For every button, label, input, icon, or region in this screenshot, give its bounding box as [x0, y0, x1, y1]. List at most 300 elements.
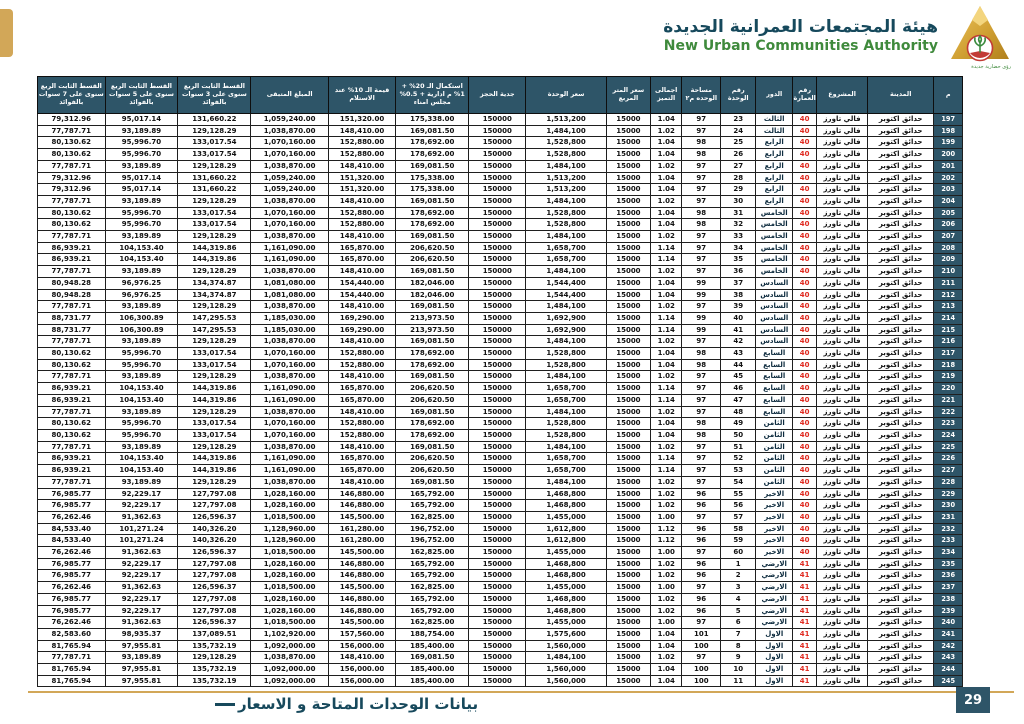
cell-delivery-10pct: 146,880.00	[328, 570, 395, 582]
cell-unit-price: 1,513,200	[526, 172, 606, 184]
cell-premium-total: 1.02	[651, 441, 682, 453]
cell-booking-deposit: 150000	[469, 488, 526, 500]
cell-installment-7y: 80,130.62	[38, 418, 106, 430]
cell-serial: 201	[934, 160, 963, 172]
table-row	[38, 511, 963, 523]
cell-serial: 206	[934, 219, 963, 231]
cell-premium-total: 1.04	[651, 640, 682, 652]
column-header-delivery-10pct: قيمة الـ 10% عند الاستلام	[328, 77, 395, 114]
cell-building-no: 41	[793, 664, 817, 676]
cell-project: فالي تاورز	[817, 429, 868, 441]
cell-completion-20pct: 165,792.00	[396, 570, 469, 582]
cell-installment-3y: 131,660.22	[178, 172, 251, 184]
cell-remaining-amount: 1,028,160.00	[251, 500, 329, 512]
cell-booking-deposit: 150000	[469, 593, 526, 605]
cell-delivery-10pct: 152,880.00	[328, 219, 395, 231]
cell-price-per-m2: 15000	[606, 289, 650, 301]
cell-price-per-m2: 15000	[606, 172, 650, 184]
cell-unit-no: 3	[721, 582, 756, 594]
cell-completion-20pct: 169,081.50	[396, 301, 469, 313]
cell-project: فالي تاورز	[817, 652, 868, 664]
table-row	[38, 465, 963, 477]
cell-installment-3y: 137,089.51	[178, 628, 251, 640]
cell-delivery-10pct: 161,280.00	[328, 523, 395, 535]
cell-installment-3y: 144,319.86	[178, 465, 251, 477]
cell-city: حدائق اكتوبر	[867, 523, 933, 535]
page-number-badge: 29	[956, 687, 990, 713]
cell-serial: 205	[934, 207, 963, 219]
cell-booking-deposit: 150000	[469, 418, 526, 430]
cell-unit-no: 5	[721, 605, 756, 617]
cell-remaining-amount: 1,018,500.00	[251, 547, 329, 559]
table-row	[38, 277, 963, 289]
cell-floor: الثالث	[756, 125, 793, 137]
cell-building-no: 40	[793, 219, 817, 231]
cell-completion-20pct: 178,692.00	[396, 418, 469, 430]
cell-remaining-amount: 1,018,500.00	[251, 511, 329, 523]
cell-building-no: 40	[793, 383, 817, 395]
cell-unit-area: 96	[682, 558, 721, 570]
cell-installment-5y: 93,189.89	[105, 441, 178, 453]
cell-remaining-amount: 1,070,160.00	[251, 348, 329, 360]
cell-installment-7y: 80,130.62	[38, 429, 106, 441]
cell-installment-7y: 81,765.94	[38, 675, 106, 687]
cell-installment-7y: 80,130.62	[38, 137, 106, 149]
cell-project: فالي تاورز	[817, 231, 868, 243]
cell-project: فالي تاورز	[817, 465, 868, 477]
cell-serial: 245	[934, 675, 963, 687]
cell-remaining-amount: 1,070,160.00	[251, 219, 329, 231]
cell-city: حدائق اكتوبر	[867, 453, 933, 465]
cell-booking-deposit: 150000	[469, 664, 526, 676]
cell-remaining-amount: 1,161,090.00	[251, 242, 329, 254]
cell-city: حدائق اكتوبر	[867, 231, 933, 243]
column-header-completion-20pct: استكمال الـ 20% + 1% م ادارية + 0.5% مجلس امناء	[396, 77, 469, 114]
cell-unit-price: 1,484,100	[526, 441, 606, 453]
cell-price-per-m2: 15000	[606, 593, 650, 605]
cell-premium-total: 1.02	[651, 266, 682, 278]
table-row	[38, 652, 963, 664]
cell-serial: 211	[934, 277, 963, 289]
cell-unit-no: 32	[721, 219, 756, 231]
cell-completion-20pct: 162,825.00	[396, 582, 469, 594]
cell-completion-20pct: 169,081.50	[396, 195, 469, 207]
cell-remaining-amount: 1,028,160.00	[251, 488, 329, 500]
cell-installment-5y: 101,271.24	[105, 523, 178, 535]
cell-unit-price: 1,560,000	[526, 640, 606, 652]
cell-remaining-amount: 1,028,160.00	[251, 593, 329, 605]
column-header-remaining-amount: المبلغ المتبقى	[251, 77, 329, 114]
cell-unit-area: 100	[682, 664, 721, 676]
table-row	[38, 406, 963, 418]
cell-building-no: 40	[793, 511, 817, 523]
cell-city: حدائق اكتوبر	[867, 500, 933, 512]
cell-booking-deposit: 150000	[469, 640, 526, 652]
cell-installment-3y: 129,128.29	[178, 441, 251, 453]
cell-installment-3y: 134,374.87	[178, 277, 251, 289]
cell-city: حدائق اكتوبر	[867, 324, 933, 336]
cell-installment-3y: 129,128.29	[178, 160, 251, 172]
cell-booking-deposit: 150000	[469, 149, 526, 161]
cell-installment-7y: 80,130.62	[38, 207, 106, 219]
cell-project: فالي تاورز	[817, 628, 868, 640]
cell-delivery-10pct: 146,880.00	[328, 593, 395, 605]
cell-unit-price: 1,484,100	[526, 195, 606, 207]
cell-delivery-10pct: 154,440.00	[328, 277, 395, 289]
cell-unit-price: 1,658,700	[526, 394, 606, 406]
cell-installment-7y: 84,533.40	[38, 523, 106, 535]
cell-city: حدائق اكتوبر	[867, 617, 933, 629]
cell-installment-7y: 76,985.77	[38, 558, 106, 570]
cell-delivery-10pct: 165,870.00	[328, 254, 395, 266]
cell-floor: الاخير	[756, 523, 793, 535]
cell-installment-5y: 91,362.63	[105, 511, 178, 523]
cell-city: حدائق اكتوبر	[867, 441, 933, 453]
cell-building-no: 40	[793, 172, 817, 184]
cell-premium-total: 1.14	[651, 394, 682, 406]
cell-price-per-m2: 15000	[606, 652, 650, 664]
table-row	[38, 242, 963, 254]
cell-unit-price: 1,658,700	[526, 383, 606, 395]
cell-delivery-10pct: 145,500.00	[328, 511, 395, 523]
cell-booking-deposit: 150000	[469, 406, 526, 418]
cell-installment-5y: 92,229.17	[105, 605, 178, 617]
cell-floor: السادس	[756, 289, 793, 301]
cell-building-no: 41	[793, 593, 817, 605]
cell-premium-total: 1.04	[651, 184, 682, 196]
cell-unit-no: 35	[721, 254, 756, 266]
cell-floor: الثالث	[756, 114, 793, 126]
cell-unit-no: 46	[721, 383, 756, 395]
cell-floor: الاول	[756, 652, 793, 664]
cell-installment-3y: 133,017.54	[178, 149, 251, 161]
cell-completion-20pct: 169,081.50	[396, 231, 469, 243]
cell-remaining-amount: 1,038,870.00	[251, 125, 329, 137]
cell-booking-deposit: 150000	[469, 125, 526, 137]
cell-completion-20pct: 196,752.00	[396, 523, 469, 535]
table-row	[38, 640, 963, 652]
cell-completion-20pct: 169,081.50	[396, 266, 469, 278]
cell-installment-7y: 79,312.96	[38, 172, 106, 184]
cell-installment-7y: 81,765.94	[38, 640, 106, 652]
table-row	[38, 628, 963, 640]
cell-project: فالي تاورز	[817, 476, 868, 488]
cell-delivery-10pct: 148,410.00	[328, 160, 395, 172]
cell-installment-5y: 95,017.14	[105, 172, 178, 184]
cell-unit-area: 101	[682, 628, 721, 640]
cell-serial: 235	[934, 558, 963, 570]
cell-city: حدائق اكتوبر	[867, 628, 933, 640]
cell-premium-total: 1.04	[651, 418, 682, 430]
cell-unit-price: 1,560,000	[526, 664, 606, 676]
cell-unit-no: 58	[721, 523, 756, 535]
cell-installment-5y: 91,362.63	[105, 547, 178, 559]
cell-unit-no: 11	[721, 675, 756, 687]
cell-unit-no: 45	[721, 371, 756, 383]
cell-completion-20pct: 213,973.50	[396, 324, 469, 336]
cell-remaining-amount: 1,128,960.00	[251, 535, 329, 547]
cell-unit-no: 56	[721, 500, 756, 512]
cell-building-no: 40	[793, 184, 817, 196]
cell-unit-price: 1,658,700	[526, 242, 606, 254]
cell-serial: 236	[934, 570, 963, 582]
cell-installment-3y: 129,128.29	[178, 195, 251, 207]
cell-premium-total: 1.04	[651, 149, 682, 161]
cell-unit-area: 100	[682, 640, 721, 652]
cell-installment-3y: 131,660.22	[178, 184, 251, 196]
cell-installment-3y: 133,017.54	[178, 219, 251, 231]
cell-installment-5y: 93,189.89	[105, 266, 178, 278]
cell-unit-price: 1,455,000	[526, 511, 606, 523]
cell-delivery-10pct: 151,320.00	[328, 184, 395, 196]
cell-serial: 224	[934, 429, 963, 441]
cell-unit-no: 42	[721, 336, 756, 348]
cell-remaining-amount: 1,038,870.00	[251, 371, 329, 383]
cell-completion-20pct: 178,692.00	[396, 137, 469, 149]
cell-serial: 216	[934, 336, 963, 348]
cell-unit-area: 97	[682, 547, 721, 559]
cell-installment-5y: 97,955.81	[105, 675, 178, 687]
cell-unit-price: 1,455,000	[526, 582, 606, 594]
cell-unit-area: 97	[682, 476, 721, 488]
column-header-installment-5y: القسط الثابت الربع سنوى على 5 سنوات بالفوائد	[105, 77, 178, 114]
cell-delivery-10pct: 152,880.00	[328, 207, 395, 219]
cell-remaining-amount: 1,070,160.00	[251, 137, 329, 149]
table-row	[38, 383, 963, 395]
cell-remaining-amount: 1,038,870.00	[251, 301, 329, 313]
cell-installment-3y: 144,319.86	[178, 254, 251, 266]
cell-building-no: 40	[793, 441, 817, 453]
cell-installment-5y: 104,153.40	[105, 242, 178, 254]
cell-booking-deposit: 150000	[469, 582, 526, 594]
cell-serial: 209	[934, 254, 963, 266]
cell-premium-total: 1.04	[651, 207, 682, 219]
cell-unit-no: 40	[721, 312, 756, 324]
cell-serial: 244	[934, 664, 963, 676]
cell-project: فالي تاورز	[817, 114, 868, 126]
cell-completion-20pct: 165,792.00	[396, 593, 469, 605]
cell-floor: الارضي	[756, 558, 793, 570]
cell-booking-deposit: 150000	[469, 301, 526, 313]
cell-delivery-10pct: 145,500.00	[328, 617, 395, 629]
cell-installment-3y: 127,797.08	[178, 500, 251, 512]
cell-project: فالي تاورز	[817, 219, 868, 231]
cell-project: فالي تاورز	[817, 570, 868, 582]
cell-premium-total: 1.04	[651, 289, 682, 301]
cell-unit-price: 1,468,800	[526, 500, 606, 512]
table-row	[38, 125, 963, 137]
cell-installment-7y: 81,765.94	[38, 664, 106, 676]
cell-project: فالي تاورز	[817, 593, 868, 605]
cell-price-per-m2: 15000	[606, 511, 650, 523]
cell-installment-5y: 104,153.40	[105, 453, 178, 465]
cell-city: حدائق اكتوبر	[867, 675, 933, 687]
cell-completion-20pct: 162,825.00	[396, 547, 469, 559]
cell-remaining-amount: 1,038,870.00	[251, 160, 329, 172]
cell-unit-no: 57	[721, 511, 756, 523]
cell-unit-area: 98	[682, 418, 721, 430]
cell-delivery-10pct: 157,560.00	[328, 628, 395, 640]
cell-premium-total: 1.14	[651, 312, 682, 324]
cell-city: حدائق اكتوبر	[867, 383, 933, 395]
cell-project: فالي تاورز	[817, 664, 868, 676]
cell-unit-no: 28	[721, 172, 756, 184]
cell-building-no: 40	[793, 547, 817, 559]
table-row	[38, 500, 963, 512]
cell-floor: الارضي	[756, 593, 793, 605]
cell-remaining-amount: 1,161,090.00	[251, 383, 329, 395]
cell-installment-7y: 77,787.71	[38, 476, 106, 488]
cell-premium-total: 1.02	[651, 125, 682, 137]
cell-completion-20pct: 178,692.00	[396, 348, 469, 360]
cell-building-no: 40	[793, 149, 817, 161]
column-header-building-no: رقم العمارة	[793, 77, 817, 114]
cell-building-no: 40	[793, 277, 817, 289]
cell-unit-no: 50	[721, 429, 756, 441]
cell-unit-area: 97	[682, 266, 721, 278]
cell-price-per-m2: 15000	[606, 628, 650, 640]
cell-delivery-10pct: 165,870.00	[328, 453, 395, 465]
cell-completion-20pct: 196,752.00	[396, 535, 469, 547]
cell-installment-3y: 147,295.53	[178, 324, 251, 336]
cell-installment-3y: 129,128.29	[178, 371, 251, 383]
column-header-serial: م	[934, 77, 963, 114]
cell-building-no: 41	[793, 628, 817, 640]
cell-price-per-m2: 15000	[606, 125, 650, 137]
cell-unit-price: 1,468,800	[526, 605, 606, 617]
cell-floor: السابع	[756, 359, 793, 371]
cell-price-per-m2: 15000	[606, 441, 650, 453]
cell-booking-deposit: 150000	[469, 617, 526, 629]
cell-remaining-amount: 1,161,090.00	[251, 453, 329, 465]
cell-delivery-10pct: 156,000.00	[328, 664, 395, 676]
cell-installment-5y: 98,935.37	[105, 628, 178, 640]
cell-installment-5y: 93,189.89	[105, 160, 178, 172]
cell-unit-area: 97	[682, 453, 721, 465]
cell-installment-7y: 77,787.71	[38, 301, 106, 313]
cell-booking-deposit: 150000	[469, 675, 526, 687]
cell-installment-3y: 126,596.37	[178, 511, 251, 523]
cell-price-per-m2: 15000	[606, 640, 650, 652]
cell-completion-20pct: 178,692.00	[396, 429, 469, 441]
cell-unit-no: 47	[721, 394, 756, 406]
cell-floor: الخامس	[756, 231, 793, 243]
column-header-unit-area: مساحة الوحده م٢	[682, 77, 721, 114]
cell-building-no: 41	[793, 675, 817, 687]
cell-price-per-m2: 15000	[606, 219, 650, 231]
cell-building-no: 40	[793, 312, 817, 324]
cell-premium-total: 1.12	[651, 535, 682, 547]
cell-unit-price: 1,513,200	[526, 114, 606, 126]
cell-premium-total: 1.04	[651, 114, 682, 126]
cell-booking-deposit: 150000	[469, 254, 526, 266]
cell-unit-price: 1,544,400	[526, 289, 606, 301]
cell-project: فالي تاورز	[817, 640, 868, 652]
cell-serial: 217	[934, 348, 963, 360]
cell-premium-total: 1.00	[651, 582, 682, 594]
cell-installment-7y: 86,939.21	[38, 465, 106, 477]
cell-building-no: 41	[793, 558, 817, 570]
cell-premium-total: 1.02	[651, 371, 682, 383]
cell-installment-5y: 106,300.89	[105, 324, 178, 336]
cell-installment-3y: 144,319.86	[178, 242, 251, 254]
cell-floor: الرابع	[756, 160, 793, 172]
cell-premium-total: 1.02	[651, 593, 682, 605]
table-row	[38, 429, 963, 441]
cell-completion-20pct: 169,081.50	[396, 652, 469, 664]
cell-unit-no: 54	[721, 476, 756, 488]
cell-building-no: 40	[793, 359, 817, 371]
cell-installment-7y: 77,787.71	[38, 160, 106, 172]
cell-unit-no: 39	[721, 301, 756, 313]
cell-unit-price: 1,484,100	[526, 652, 606, 664]
cell-unit-price: 1,544,400	[526, 277, 606, 289]
cell-project: فالي تاورز	[817, 488, 868, 500]
cell-serial: 215	[934, 324, 963, 336]
cell-unit-price: 1,528,800	[526, 429, 606, 441]
cell-unit-no: 1	[721, 558, 756, 570]
cell-price-per-m2: 15000	[606, 394, 650, 406]
cell-project: فالي تاورز	[817, 535, 868, 547]
cell-floor: الخامس	[756, 254, 793, 266]
cell-project: فالي تاورز	[817, 125, 868, 137]
cell-installment-3y: 127,797.08	[178, 488, 251, 500]
cell-remaining-amount: 1,038,870.00	[251, 195, 329, 207]
cell-premium-total: 1.04	[651, 628, 682, 640]
cell-premium-total: 1.04	[651, 172, 682, 184]
cell-floor: الارضي	[756, 570, 793, 582]
cell-booking-deposit: 150000	[469, 324, 526, 336]
cell-project: فالي تاورز	[817, 359, 868, 371]
cell-city: حدائق اكتوبر	[867, 312, 933, 324]
cell-project: فالي تاورز	[817, 289, 868, 301]
cell-unit-area: 97	[682, 465, 721, 477]
cell-completion-20pct: 165,792.00	[396, 605, 469, 617]
cell-installment-7y: 77,787.71	[38, 336, 106, 348]
cell-serial: 202	[934, 172, 963, 184]
cell-installment-3y: 147,295.53	[178, 312, 251, 324]
cell-project: فالي تاورز	[817, 453, 868, 465]
cell-installment-3y: 133,017.54	[178, 137, 251, 149]
cell-price-per-m2: 15000	[606, 149, 650, 161]
cell-remaining-amount: 1,185,030.00	[251, 324, 329, 336]
cell-project: فالي تاورز	[817, 172, 868, 184]
table-row	[38, 172, 963, 184]
cell-installment-5y: 92,229.17	[105, 593, 178, 605]
cell-unit-area: 97	[682, 371, 721, 383]
cell-unit-area: 98	[682, 429, 721, 441]
cell-unit-area: 99	[682, 289, 721, 301]
cell-floor: السادس	[756, 324, 793, 336]
cell-price-per-m2: 15000	[606, 476, 650, 488]
cell-project: فالي تاورز	[817, 394, 868, 406]
cell-unit-no: 31	[721, 207, 756, 219]
cell-delivery-10pct: 148,410.00	[328, 476, 395, 488]
cell-unit-price: 1,658,700	[526, 465, 606, 477]
table-row	[38, 488, 963, 500]
table-row	[38, 266, 963, 278]
cell-floor: السادس	[756, 277, 793, 289]
cell-booking-deposit: 150000	[469, 348, 526, 360]
cell-booking-deposit: 150000	[469, 441, 526, 453]
cell-building-no: 40	[793, 289, 817, 301]
cell-price-per-m2: 15000	[606, 570, 650, 582]
cell-delivery-10pct: 156,000.00	[328, 640, 395, 652]
cell-premium-total: 1.14	[651, 324, 682, 336]
cell-city: حدائق اكتوبر	[867, 301, 933, 313]
cell-price-per-m2: 15000	[606, 277, 650, 289]
table-row	[38, 441, 963, 453]
